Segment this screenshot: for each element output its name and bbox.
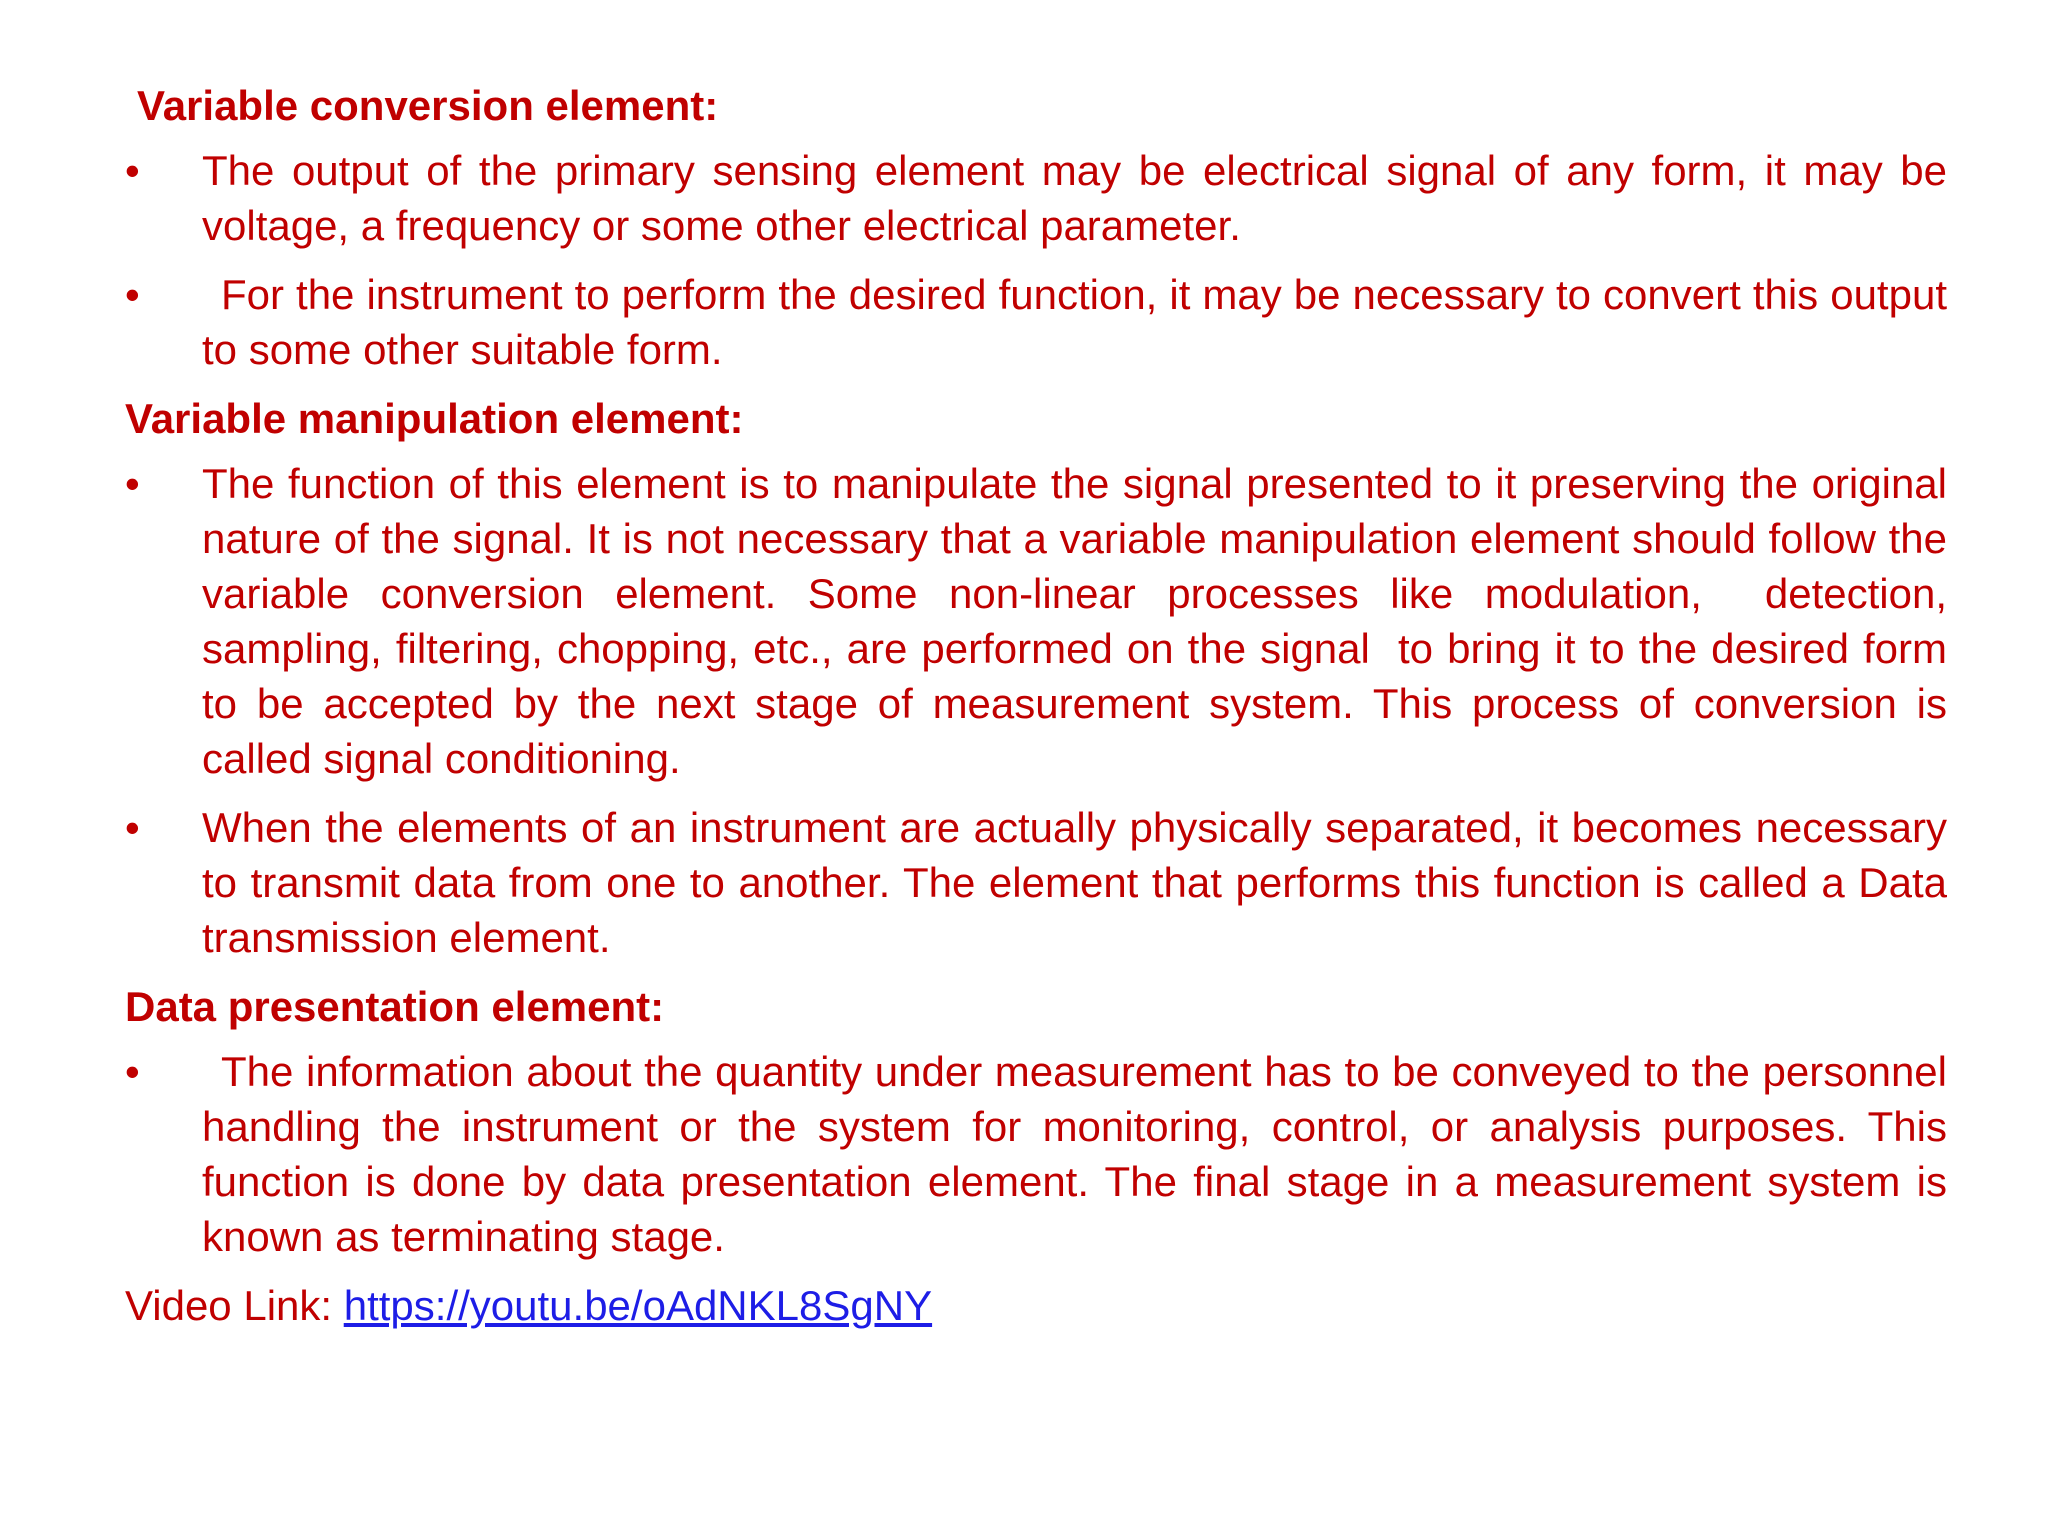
bullet-icon: • <box>125 271 140 318</box>
bullet-icon: • <box>125 147 140 194</box>
bullet-text: The function of this element is to manipulate the signal presented to it preserving the original nature of the signal. It is not necessary that a variable manipulation element should follow the variable conversion element. Some non-linear processes like modulation, detection, sampling, filtering, chopping, etc., are performed on the signal to bring it to the desired form to be accepted by the next stage of measurement system. This process of conversion is called signal conditioning. <box>202 460 1971 782</box>
bullet-item <box>125 456 1971 786</box>
section-heading-variable-manipulation: Variable manipulation element: <box>125 395 744 442</box>
bullet-text: The information about the quantity under measurement has to be conveyed to the personnel handling the instrument or the system for monitoring, control, or analysis purposes. This function is done by data presentation element. The final stage in a measurement system is known as terminating stage. <box>202 1048 1947 1260</box>
section-heading-data-presentation: Data presentation element: <box>125 983 665 1030</box>
bullet-item <box>125 267 1947 377</box>
bullet-text: The output of the primary sensing element may be electrical signal of any form, it may be voltage, a frequency or some other electrical parameter. <box>202 147 1947 249</box>
bullet-item <box>125 143 1947 253</box>
bullet-item <box>125 1044 1947 1264</box>
bullet-item <box>125 800 1947 965</box>
bullet-icon: • <box>125 1048 140 1095</box>
slide-content <box>125 78 1971 1333</box>
bullet-text: When the elements of an instrument are actually physically separated, it becomes necessary to transmit data from one to another. The element that performs this function is called a Data transmission element. <box>202 804 1947 961</box>
video-link-label: Video Link: <box>125 1282 344 1329</box>
bullet-text: For the instrument to perform the desired function, it may be necessary to convert this output to some other suitable form. <box>202 271 1947 373</box>
video-link[interactable]: https://youtu.be/oAdNKL8SgNY <box>343 1282 933 1329</box>
bullet-icon: • <box>125 460 140 507</box>
video-link-line <box>125 1278 1947 1333</box>
section-heading-variable-conversion: Variable conversion element: <box>137 82 719 129</box>
bullet-icon: • <box>125 804 140 851</box>
